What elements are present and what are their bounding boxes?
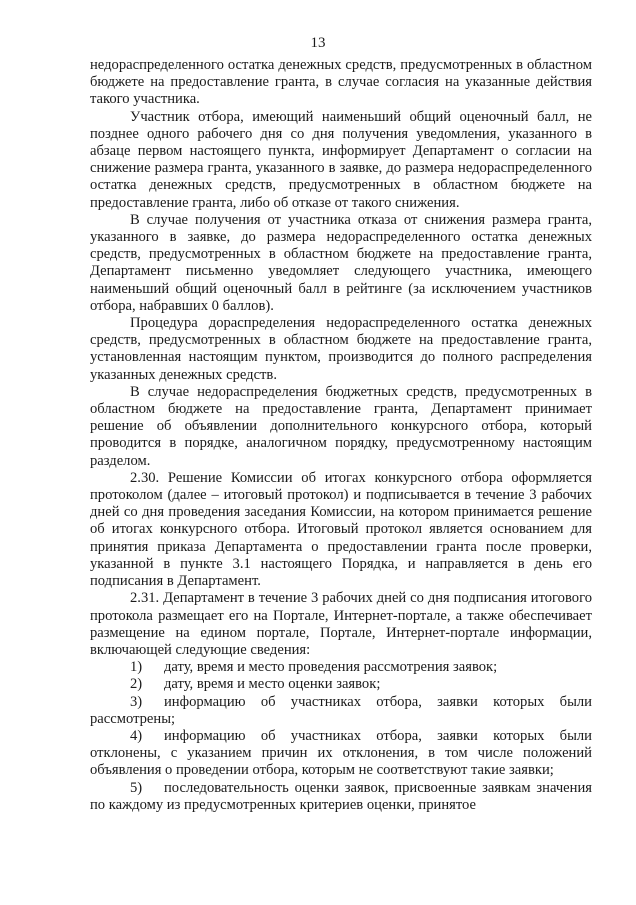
- list-item-number: 2): [130, 676, 143, 693]
- list-item: [90, 659, 592, 676]
- paragraph-clause-2-30: 2.30. Решение Комиссии об итогах конкурсного отбора оформляется протоколом (далее – итоговый протокол) и подписывается в течение 3 рабочих дней со дня проведения заседания Комиссии, на котором принимается решение об итогах конкурсного отбора. Итоговый протокол является основанием для принятия приказа Департамента о предоставлении гранта после проверки, указанной в пункте 3.1 настоящего Порядка, и направляется в день его подписания в Департамент.: [90, 469, 592, 590]
- list-item: [90, 676, 592, 693]
- list-item: [90, 728, 592, 780]
- page-number: 13: [310, 35, 326, 51]
- paragraph: Процедура дораспределения недораспределенного остатка денежных средств, предусмотренных в областном бюджете на предоставление гранта, установленная настоящим пунктом, производится до полного распределения указанных денежных средств.: [90, 315, 592, 383]
- list-item-text: информацию об участниках отбора, заявки которых были отклонены, с указанием причин их отклонения, в том числе положений объявления о проведении отбора, которым не соответствуют такие заявки;: [90, 727, 592, 779]
- paragraph-clause-2-31: 2.31. Департамент в течение 3 рабочих дней со дня подписания итогового протокола размещает его на Портале, Интернет-портале, а также обеспечивает размещение на едином портале, Портале, Интернет-портале информации, включающей следующие сведения:: [90, 590, 592, 658]
- paragraph: Участник отбора, имеющий наименьший общий оценочный балл, не позднее одного рабочего дня со дня получения уведомления, указанного в абзаце первом настоящего пункта, информирует Департамент о согласии на снижение размера гранта, указанного в заявке, до размера недораспределенного остатка денежных средств, предусмотренных в областном бюджете на предоставление гранта, либо об отказе от такого снижения.: [90, 108, 592, 211]
- list-item-text: последовательность оценки заявок, присвоенные заявкам значения по каждому из предусмотренных критериев оценки, принятое: [90, 779, 592, 813]
- list-item-number: 4): [130, 727, 143, 744]
- list-item-text: дату, время и место оценки заявок;: [164, 676, 381, 693]
- paragraph: В случае недораспределения бюджетных средств, предусмотренных в областном бюджете на предоставление гранта, Департамент принимает решение об объявлении дополнительного конкурсного отбора, который проводится в порядке, аналогичном порядку, предусмотренному настоящим разделом.: [90, 383, 592, 469]
- list-item-number: 5): [130, 779, 143, 796]
- list-item-number: 3): [130, 693, 143, 710]
- list-item-number: 1): [130, 659, 143, 676]
- list-item-text: информацию об участниках отбора, заявки которых были рассмотрены;: [90, 693, 592, 727]
- list-item-text: дату, время и место проведения рассмотрения заявок;: [164, 659, 498, 676]
- paragraph-continuation: недораспределенного остатка денежных средств, предусмотренных в областном бюджете на предоставление гранта, в случае согласия на указанные действия такого участника.: [90, 57, 592, 108]
- document-text-body: [90, 57, 592, 814]
- paragraph: В случае получения от участника отказа от снижения размера гранта, указанного в заявке, до размера недораспределенного остатка денежных средств, предусмотренных в областном бюджете на предоставление гранта, Департамент письменно уведомляет следующего участника, имеющего наименьший общий оценочный балл в рейтинге (за исключением участников отбора, набравших 0 баллов).: [90, 211, 592, 314]
- list-item: [90, 780, 592, 814]
- list-item: [90, 694, 592, 728]
